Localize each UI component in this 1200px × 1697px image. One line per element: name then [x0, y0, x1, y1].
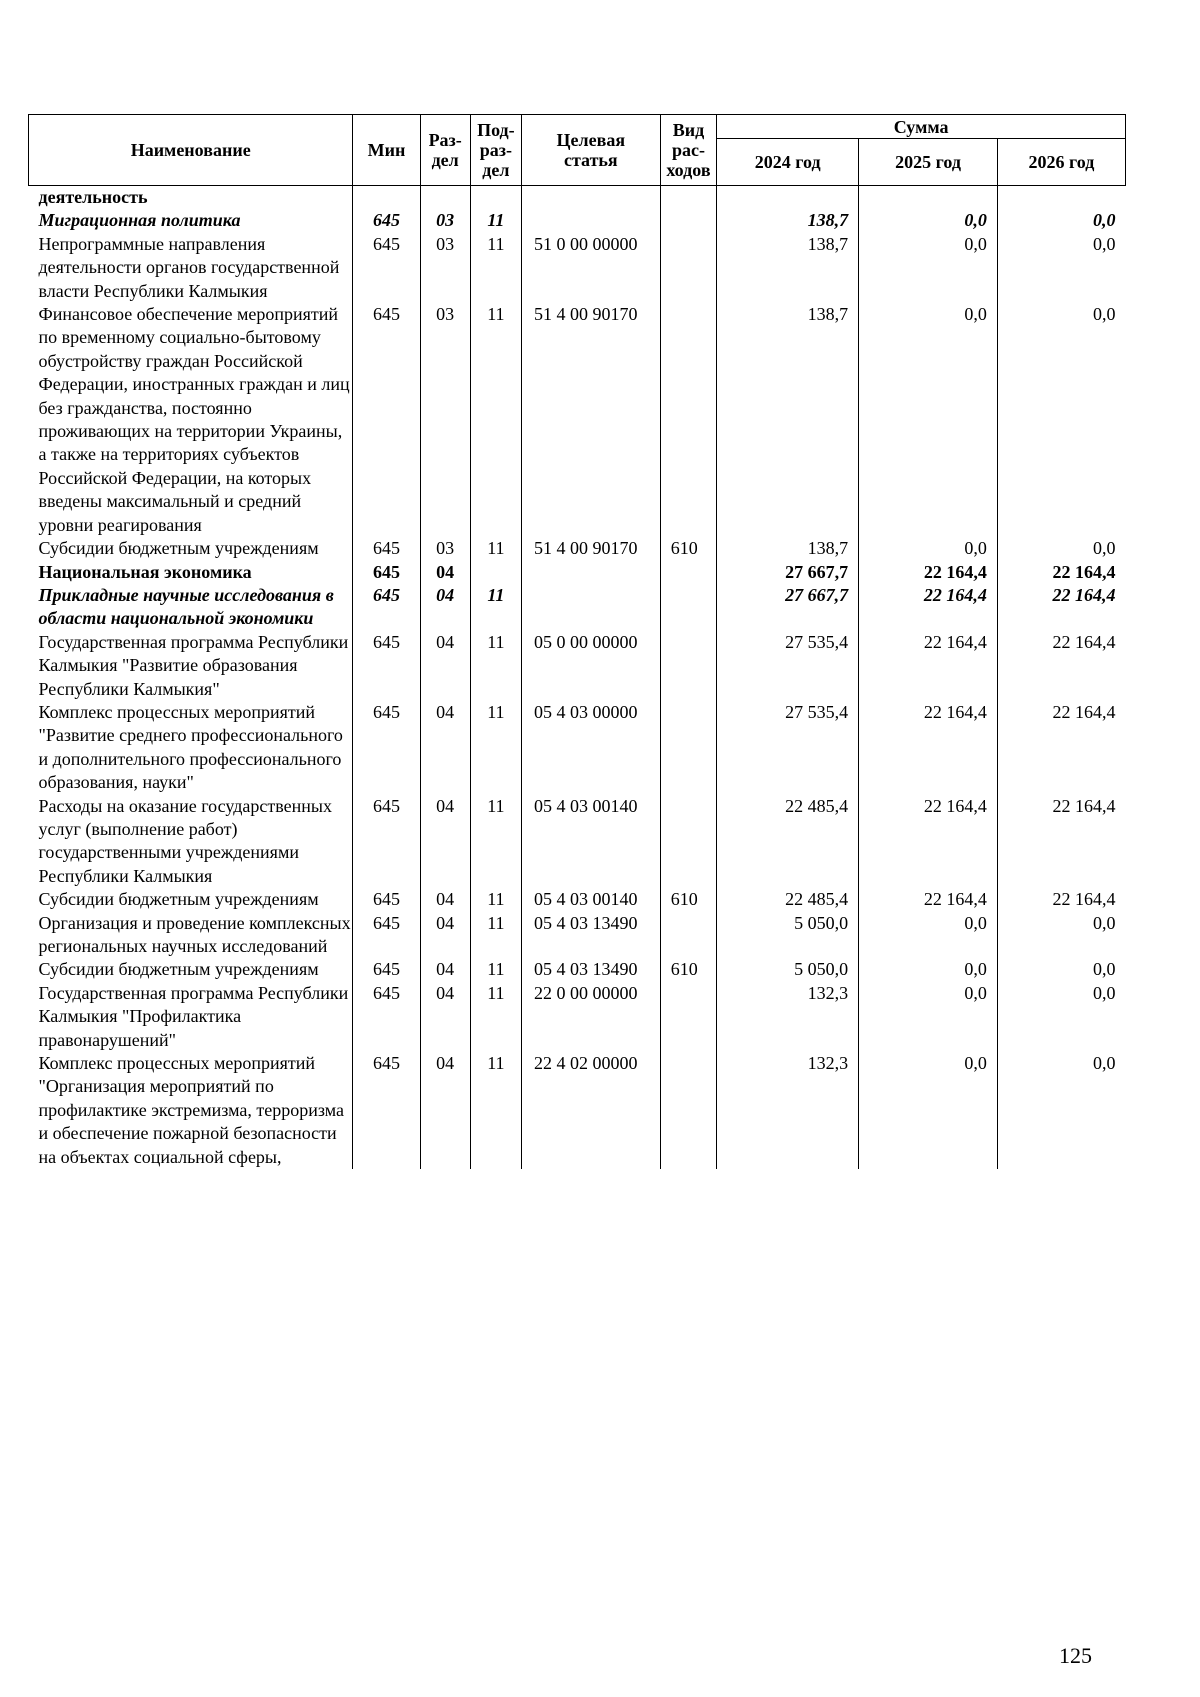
- cell-2026: 22 164,4: [997, 701, 1125, 795]
- table-row: [29, 958, 1126, 981]
- cell-podrazdel: 11: [470, 982, 521, 1052]
- table-row: [29, 888, 1126, 911]
- cell-razdel: 04: [420, 795, 470, 889]
- cell-2024: 22 485,4: [717, 888, 859, 911]
- cell-2025: 0,0: [859, 537, 998, 560]
- cell-target: 51 4 00 90170: [521, 537, 660, 560]
- cell-2024: [717, 186, 859, 210]
- cell-razdel: 03: [420, 303, 470, 537]
- cell-name: Непрограммные направления деятельности органов государственной власти Республики Калмыкия: [38, 233, 340, 301]
- cell-podrazdel: 11: [470, 537, 521, 560]
- cell-2026: 0,0: [997, 209, 1125, 232]
- cell-name: деятельность: [38, 187, 148, 207]
- cell-vid: 610: [660, 958, 717, 981]
- cell-vid: [660, 186, 717, 210]
- cell-target: 22 0 00 00000: [521, 982, 660, 1052]
- cell-min: 645: [353, 888, 420, 911]
- cell-2026: 0,0: [997, 303, 1125, 537]
- cell-target: 05 0 00 00000: [521, 631, 660, 701]
- table-row: [29, 303, 1126, 537]
- cell-name: Государственная программа Республики Калмыкия "Развитие образования Республики Калмыкия": [38, 631, 349, 699]
- header-razdel: Раз- дел: [420, 115, 470, 186]
- cell-podrazdel: [470, 186, 521, 210]
- cell-vid: [660, 233, 717, 303]
- cell-podrazdel: 11: [470, 958, 521, 981]
- cell-target: 51 4 00 90170: [521, 303, 660, 537]
- cell-min: 645: [353, 209, 420, 232]
- cell-name: Организация и проведение комплексных региональных научных исследований: [38, 912, 351, 956]
- header-2026: 2026 год: [997, 139, 1125, 186]
- cell-2026: 22 164,4: [997, 888, 1125, 911]
- cell-2025: 22 164,4: [859, 888, 998, 911]
- cell-2025: 22 164,4: [859, 701, 998, 795]
- table-row: [29, 912, 1126, 959]
- cell-2025: 0,0: [859, 303, 998, 537]
- table-row: [29, 233, 1126, 303]
- cell-min: 645: [353, 233, 420, 303]
- cell-name: Субсидии бюджетным учреждениям: [38, 959, 319, 980]
- cell-target: 05 4 03 00000: [521, 701, 660, 795]
- cell-2026: 0,0: [997, 912, 1125, 959]
- cell-2024: 27 535,4: [717, 631, 859, 701]
- cell-name: Комплекс процессных мероприятий "Развитие среднего профессионального и дополнительного профессионального образования, науки": [38, 701, 343, 793]
- cell-razdel: 03: [420, 233, 470, 303]
- cell-min: 645: [353, 561, 420, 584]
- cell-2026: 0,0: [997, 958, 1125, 981]
- table-row: [29, 982, 1126, 1052]
- cell-2025: 22 164,4: [859, 631, 998, 701]
- cell-podrazdel: 11: [470, 233, 521, 303]
- cell-razdel: 04: [420, 888, 470, 911]
- cell-vid: [660, 303, 717, 537]
- cell-2026: 22 164,4: [997, 584, 1125, 631]
- cell-razdel: 04: [420, 958, 470, 981]
- cell-2024: 132,3: [717, 1052, 859, 1169]
- cell-target: 05 4 03 13490: [521, 912, 660, 959]
- cell-podrazdel: 11: [470, 631, 521, 701]
- budget-table: [28, 114, 1126, 1169]
- cell-target: 22 4 02 00000: [521, 1052, 660, 1169]
- cell-min: 645: [353, 982, 420, 1052]
- cell-2024: 5 050,0: [717, 912, 859, 959]
- cell-2025: 0,0: [859, 912, 998, 959]
- cell-2026: 0,0: [997, 982, 1125, 1052]
- cell-2024: 138,7: [717, 209, 859, 232]
- cell-name: Прикладные научные исследования в области национальной экономики: [38, 584, 334, 629]
- cell-2024: 27 535,4: [717, 701, 859, 795]
- cell-2024: 138,7: [717, 233, 859, 303]
- cell-podrazdel: 11: [470, 795, 521, 889]
- cell-2026: 0,0: [997, 537, 1125, 560]
- cell-2024: 27 667,7: [717, 561, 859, 584]
- cell-razdel: [420, 186, 470, 210]
- cell-razdel: 04: [420, 912, 470, 959]
- cell-2025: 0,0: [859, 1052, 998, 1169]
- cell-podrazdel: 11: [470, 912, 521, 959]
- cell-vid: [660, 912, 717, 959]
- cell-podrazdel: 11: [470, 701, 521, 795]
- header-vid: Вид рас- ходов: [660, 115, 717, 186]
- cell-razdel: 04: [420, 631, 470, 701]
- cell-name: Финансовое обеспечение мероприятий по временному социально-бытовому обустройству граждан Российской Федерации, иностранных граждан и лиц без гражданства, постоянно проживающих на территории Украины, а также на территориях субъектов Российской Федерации, на которых введены максимальный и средний уровни реагирования: [38, 304, 350, 535]
- cell-vid: 610: [660, 537, 717, 560]
- cell-podrazdel: 11: [470, 209, 521, 232]
- table-row: [29, 561, 1126, 584]
- table-row: [29, 209, 1126, 232]
- cell-razdel: 03: [420, 537, 470, 560]
- cell-podrazdel: 11: [470, 303, 521, 537]
- cell-2025: 0,0: [859, 982, 998, 1052]
- cell-name: Субсидии бюджетным учреждениям: [38, 538, 319, 559]
- cell-2025: 0,0: [859, 209, 998, 232]
- cell-2026: 22 164,4: [997, 795, 1125, 889]
- cell-min: [353, 186, 420, 210]
- cell-2024: 138,7: [717, 537, 859, 560]
- cell-min: 645: [353, 958, 420, 981]
- cell-podrazdel: 11: [470, 1052, 521, 1169]
- table-body: [29, 186, 1126, 1170]
- cell-razdel: 04: [420, 1052, 470, 1169]
- cell-min: 645: [353, 537, 420, 560]
- cell-target: 51 0 00 00000: [521, 233, 660, 303]
- cell-min: 645: [353, 303, 420, 537]
- cell-target: [521, 584, 660, 631]
- cell-podrazdel: 11: [470, 888, 521, 911]
- table-row: [29, 537, 1126, 560]
- cell-2025: [859, 186, 998, 210]
- cell-min: 645: [353, 912, 420, 959]
- cell-target: 05 4 03 13490: [521, 958, 660, 981]
- header-name: Наименование: [29, 115, 353, 186]
- table-row: [29, 701, 1126, 795]
- cell-vid: [660, 561, 717, 584]
- cell-vid: [660, 982, 717, 1052]
- cell-vid: [660, 795, 717, 889]
- table-row: [29, 1052, 1126, 1169]
- cell-target: 05 4 03 00140: [521, 795, 660, 889]
- cell-target: [521, 209, 660, 232]
- cell-2025: 0,0: [859, 958, 998, 981]
- cell-2025: 22 164,4: [859, 561, 998, 584]
- cell-razdel: 04: [420, 584, 470, 631]
- cell-2024: 138,7: [717, 303, 859, 537]
- table-row: [29, 186, 1126, 210]
- header-target: Целевая статья: [521, 115, 660, 186]
- cell-podrazdel: [470, 561, 521, 584]
- cell-vid: [660, 631, 717, 701]
- cell-2026: 0,0: [997, 233, 1125, 303]
- cell-vid: [660, 701, 717, 795]
- cell-2026: 22 164,4: [997, 631, 1125, 701]
- cell-2024: 22 485,4: [717, 795, 859, 889]
- cell-name: Комплекс процессных мероприятий "Организация мероприятий по профилактике экстремизма, терроризма и обеспечение пожарной безопасности на объектах социальной сферы,: [38, 1053, 345, 1167]
- cell-2025: 22 164,4: [859, 584, 998, 631]
- budget-page: [28, 114, 1126, 1169]
- table-row: [29, 795, 1126, 889]
- cell-min: 645: [353, 1052, 420, 1169]
- cell-min: 645: [353, 701, 420, 795]
- table-row: [29, 631, 1126, 701]
- cell-vid: [660, 209, 717, 232]
- cell-2026: 22 164,4: [997, 561, 1125, 584]
- table-row: [29, 584, 1126, 631]
- header-podrazdel: Под- раз- дел: [470, 115, 521, 186]
- header-min: Мин: [353, 115, 420, 186]
- page-number: 125: [1059, 1643, 1092, 1668]
- cell-min: 645: [353, 795, 420, 889]
- cell-vid: 610: [660, 888, 717, 911]
- cell-vid: [660, 1052, 717, 1169]
- cell-2026: [997, 186, 1125, 210]
- cell-name: Государственная программа Республики Калмыкия "Профилактика правонарушений": [38, 982, 349, 1050]
- cell-razdel: 04: [420, 701, 470, 795]
- cell-2024: 5 050,0: [717, 958, 859, 981]
- cell-target: [521, 186, 660, 210]
- header-2024: 2024 год: [717, 139, 859, 186]
- cell-2025: 22 164,4: [859, 795, 998, 889]
- header-sum: Сумма: [717, 115, 1126, 139]
- cell-target: 05 4 03 00140: [521, 888, 660, 911]
- cell-name: Национальная экономика: [38, 561, 252, 582]
- cell-2024: 27 667,7: [717, 584, 859, 631]
- cell-name: Субсидии бюджетным учреждениям: [38, 889, 319, 910]
- cell-2026: 0,0: [997, 1052, 1125, 1169]
- cell-2024: 132,3: [717, 982, 859, 1052]
- cell-podrazdel: 11: [470, 584, 521, 631]
- cell-min: 645: [353, 631, 420, 701]
- cell-min: 645: [353, 584, 420, 631]
- cell-name: Расходы на оказание государственных услуг (выполнение работ) государственными учреждениями Республики Калмыкия: [38, 795, 332, 886]
- cell-name: Миграционная политика: [38, 210, 241, 231]
- cell-razdel: 03: [420, 209, 470, 232]
- cell-razdel: 04: [420, 982, 470, 1052]
- cell-razdel: 04: [420, 561, 470, 584]
- header-2025: 2025 год: [859, 139, 998, 186]
- cell-2025: 0,0: [859, 233, 998, 303]
- cell-target: [521, 561, 660, 584]
- cell-vid: [660, 584, 717, 631]
